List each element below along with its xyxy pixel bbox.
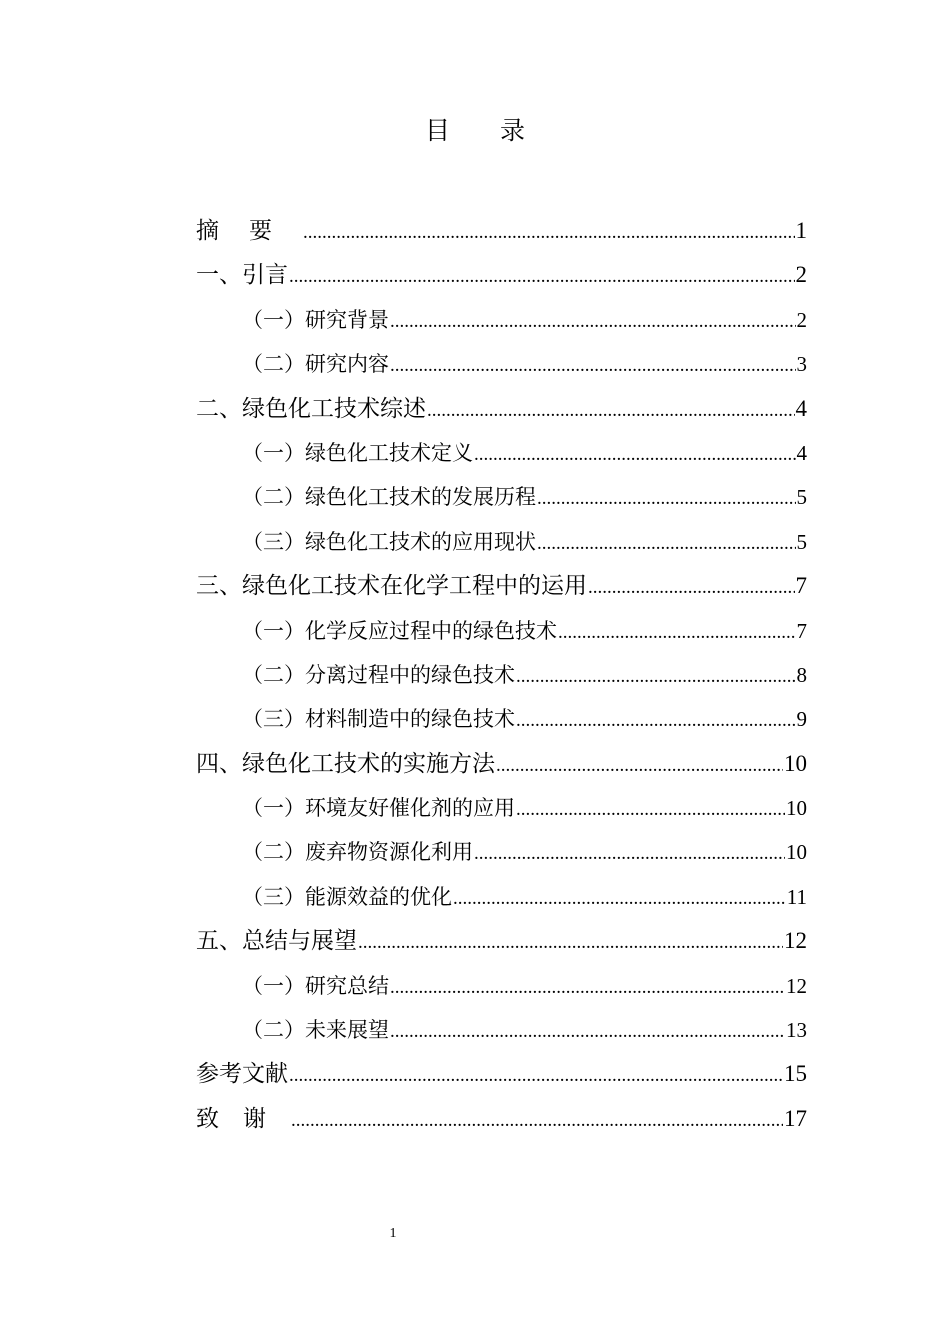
toc-entry-label: 参考文献 <box>196 1061 288 1088</box>
toc-entry-page-number: 2 <box>796 307 807 332</box>
toc-entry-page-number: 7 <box>796 618 807 643</box>
toc-entry-section[interactable] <box>196 522 807 566</box>
toc-entry-chapter[interactable] <box>196 389 807 433</box>
toc-entry-chapter[interactable] <box>196 566 807 610</box>
toc-leader-dots <box>390 346 796 386</box>
toc-leader-dots <box>427 391 795 431</box>
toc-leader-dots <box>390 1012 785 1052</box>
toc-entry-page-number: 13 <box>786 1018 807 1043</box>
toc-entry-section[interactable] <box>196 611 807 655</box>
toc-entry-label: 二、绿色化工技术综述 <box>196 395 426 422</box>
toc-entry-section[interactable] <box>196 877 807 921</box>
toc-entry-label: （一）环境友好催化剂的应用 <box>242 796 515 821</box>
toc-entry-label: （二）研究内容 <box>242 352 389 377</box>
toc-entry-label: 摘要 <box>196 218 302 244</box>
toc-entry-page-number: 4 <box>796 440 807 465</box>
toc-entry-label: （二）未来展望 <box>242 1018 389 1043</box>
toc-leader-dots <box>516 657 796 697</box>
toc-leader-dots <box>303 213 795 253</box>
toc-entry-label: （三）材料制造中的绿色技术 <box>242 707 515 732</box>
toc-leader-dots <box>390 302 796 342</box>
toc-leader-dots <box>291 1101 783 1141</box>
toc-entry-section[interactable] <box>196 1010 807 1054</box>
toc-leader-dots <box>390 968 785 1008</box>
toc-entry-chapter[interactable] <box>196 1099 807 1143</box>
toc-entry-label: （二）分离过程中的绿色技术 <box>242 662 515 687</box>
toc-entry-page-number: 7 <box>795 573 807 599</box>
toc-leader-dots <box>537 524 796 564</box>
toc-leader-dots <box>474 435 796 475</box>
toc-entry-label: 四、绿色化工技术的实施方法 <box>196 750 495 777</box>
toc-leader-dots <box>516 701 796 741</box>
toc-leader-dots <box>289 1056 783 1096</box>
toc-entry-label: （二）绿色化工技术的发展历程 <box>242 485 536 510</box>
toc-entry-page-number: 17 <box>784 1105 807 1131</box>
toc-entry-section[interactable] <box>196 655 807 699</box>
toc-leader-dots <box>358 923 783 963</box>
toc-entry-page-number: 12 <box>786 973 807 998</box>
toc-entry-page-number: 15 <box>784 1061 807 1087</box>
toc-entry-page-number: 5 <box>796 529 807 554</box>
toc-entry-chapter[interactable] <box>196 921 807 965</box>
toc-entry-page-number: 9 <box>796 707 807 732</box>
toc-entry-section[interactable] <box>196 433 807 477</box>
toc-entry-label: 五、总结与展望 <box>196 928 357 955</box>
toc-leader-dots <box>474 834 785 874</box>
toc-entry-label: 一、引言 <box>196 262 288 289</box>
toc-title: 目录 <box>424 116 575 145</box>
toc-leader-dots <box>588 568 795 608</box>
toc-entry-label: （一）绿色化工技术定义 <box>242 440 473 465</box>
toc-entry-page-number: 4 <box>795 395 807 421</box>
toc-entry-label: （三）绿色化工技术的应用现状 <box>242 529 536 554</box>
toc-entry-label: （一）研究背景 <box>242 307 389 332</box>
toc-entry-label: 三、绿色化工技术在化学工程中的运用 <box>196 573 587 600</box>
toc-entry-page-number: 1 <box>795 218 807 243</box>
toc-leader-dots <box>496 746 783 786</box>
toc-entry-label: （二）废弃物资源化利用 <box>242 840 473 865</box>
toc-entry-chapter[interactable] <box>196 255 807 299</box>
toc-entry-page-number: 8 <box>796 662 807 687</box>
toc-leader-dots <box>289 257 795 297</box>
toc-entry-section[interactable] <box>196 699 807 743</box>
toc-entry-section[interactable] <box>196 300 807 344</box>
toc-entry-chapter[interactable] <box>196 211 807 255</box>
toc-entry-page-number: 10 <box>786 840 807 865</box>
toc-entry-section[interactable] <box>196 966 807 1010</box>
toc-entry-chapter[interactable] <box>196 1054 807 1098</box>
toc-entry-section[interactable] <box>196 477 807 521</box>
toc-entry-label: （三）能源效益的优化 <box>242 884 452 909</box>
toc-entry-page-number: 3 <box>796 352 807 377</box>
toc-leader-dots <box>537 479 796 519</box>
toc-entry-page-number: 2 <box>795 262 807 288</box>
toc-leader-dots <box>516 790 785 830</box>
toc-entry-page-number: 11 <box>786 884 807 909</box>
toc-entry-section[interactable] <box>196 788 807 832</box>
toc-entry-label: 致谢 <box>196 1105 290 1132</box>
toc-entry-chapter[interactable] <box>196 744 807 788</box>
toc-entry-label: （一）研究总结 <box>242 973 389 998</box>
toc-list <box>196 211 807 1143</box>
toc-entry-page-number: 5 <box>796 485 807 510</box>
toc-leader-dots <box>558 613 796 653</box>
toc-entry-section[interactable] <box>196 344 807 388</box>
toc-entry-page-number: 10 <box>786 796 807 821</box>
footer-page-number: 1 <box>389 1226 397 1241</box>
toc-leader-dots <box>453 879 786 919</box>
toc-entry-label: （一）化学反应过程中的绿色技术 <box>242 618 557 643</box>
toc-entry-page-number: 12 <box>784 928 807 954</box>
toc-entry-section[interactable] <box>196 832 807 876</box>
toc-entry-page-number: 10 <box>784 750 807 776</box>
